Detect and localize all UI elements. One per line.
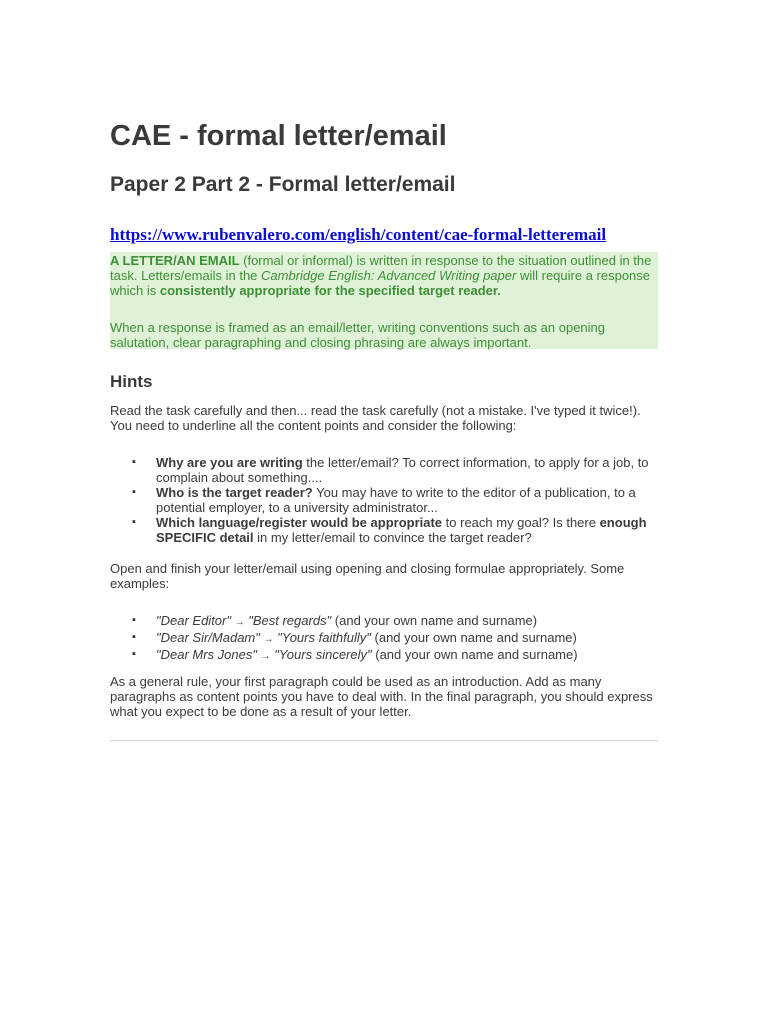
item-text-2: in my letter/email to convince the target reader? xyxy=(253,530,532,545)
bullet-icon: ▪ xyxy=(132,648,136,660)
example-opening: "Dear Sir/Madam" xyxy=(156,630,260,645)
list-item xyxy=(110,613,658,630)
item-bold: Why are you are writing xyxy=(156,455,303,470)
highlight-paragraph-2: When a response is framed as an email/letter, writing conventions such as an opening salutation, clear paragraphing and closing phrasing are always important. xyxy=(110,320,605,350)
list-item xyxy=(110,455,658,485)
open-finish-paragraph: Open and finish your letter/email using opening and closing formulae appropriately. Some examples: xyxy=(110,561,625,591)
page-subtitle: Paper 2 Part 2 - Formal letter/email xyxy=(110,173,456,196)
hints-intro: Read the task carefully and then... read the task carefully (not a mistake. I've typed it twice!). You need to underline all the content points and consider the following: xyxy=(110,403,641,433)
arrow-icon: → xyxy=(263,634,274,645)
highlight-bold-lead: A LETTER/AN EMAIL xyxy=(110,253,240,268)
hints-heading: Hints xyxy=(110,372,153,391)
list-item xyxy=(110,485,658,515)
item-bold-2: enough SPECIFIC detail xyxy=(156,515,647,545)
item-bold: Who is the target reader? xyxy=(156,485,313,500)
list-item xyxy=(110,515,658,545)
example-tail: (and your own name and surname) xyxy=(331,613,538,628)
example-closing: "Yours sincerely" xyxy=(274,647,372,662)
source-link[interactable]: https://www.rubenvalero.com/english/content/cae-formal-letteremail xyxy=(110,225,607,244)
example-tail: (and your own name and surname) xyxy=(371,647,578,662)
divider xyxy=(110,740,658,741)
item-text: You may have to write to the editor of a publication, to a potential employer, to a university administrator... xyxy=(156,485,636,515)
example-opening: "Dear Editor" xyxy=(156,613,231,628)
example-closing: "Best regards" xyxy=(248,613,332,628)
highlight-paragraph-1 xyxy=(110,253,658,298)
item-bold: Which language/register would be appropriate xyxy=(156,515,443,530)
highlight-italic: Cambridge English: Advanced Writing paper xyxy=(261,268,517,283)
bullet-icon: ▪ xyxy=(132,486,136,498)
example-opening: "Dear Mrs Jones" xyxy=(156,647,257,662)
highlight-text-1: (formal or informal) is written in response to the situation outlined in the task. Letters/emails in the xyxy=(110,253,652,283)
highlight-text-2: will require a response which is xyxy=(110,268,651,298)
considerations-list xyxy=(110,455,658,545)
list-item xyxy=(110,647,658,664)
bullet-icon: ▪ xyxy=(132,614,136,626)
example-tail: (and your own name and surname) xyxy=(370,630,577,645)
item-text: to reach my goal? Is there xyxy=(442,515,600,530)
page-title: CAE - formal letter/email xyxy=(110,120,447,152)
bullet-icon: ▪ xyxy=(132,631,136,643)
arrow-icon: → xyxy=(234,617,245,628)
bullet-icon: ▪ xyxy=(132,516,136,528)
item-text: the letter/email? To correct information, to apply for a job, to complain about something.... xyxy=(156,455,649,485)
highlight-bold-end: consistently appropriate for the specified target reader. xyxy=(159,283,501,298)
examples-list xyxy=(110,613,658,664)
arrow-icon: → xyxy=(260,651,271,662)
example-closing: "Yours faithfully" xyxy=(277,630,371,645)
list-item xyxy=(110,630,658,647)
bullet-icon: ▪ xyxy=(132,456,136,468)
general-rule-paragraph: As a general rule, your first paragraph could be used as an introduction. Add as many paragraphs as content points you have to deal with. In the final paragraph, you should express what you expect to be done as a result of your letter. xyxy=(110,674,653,719)
